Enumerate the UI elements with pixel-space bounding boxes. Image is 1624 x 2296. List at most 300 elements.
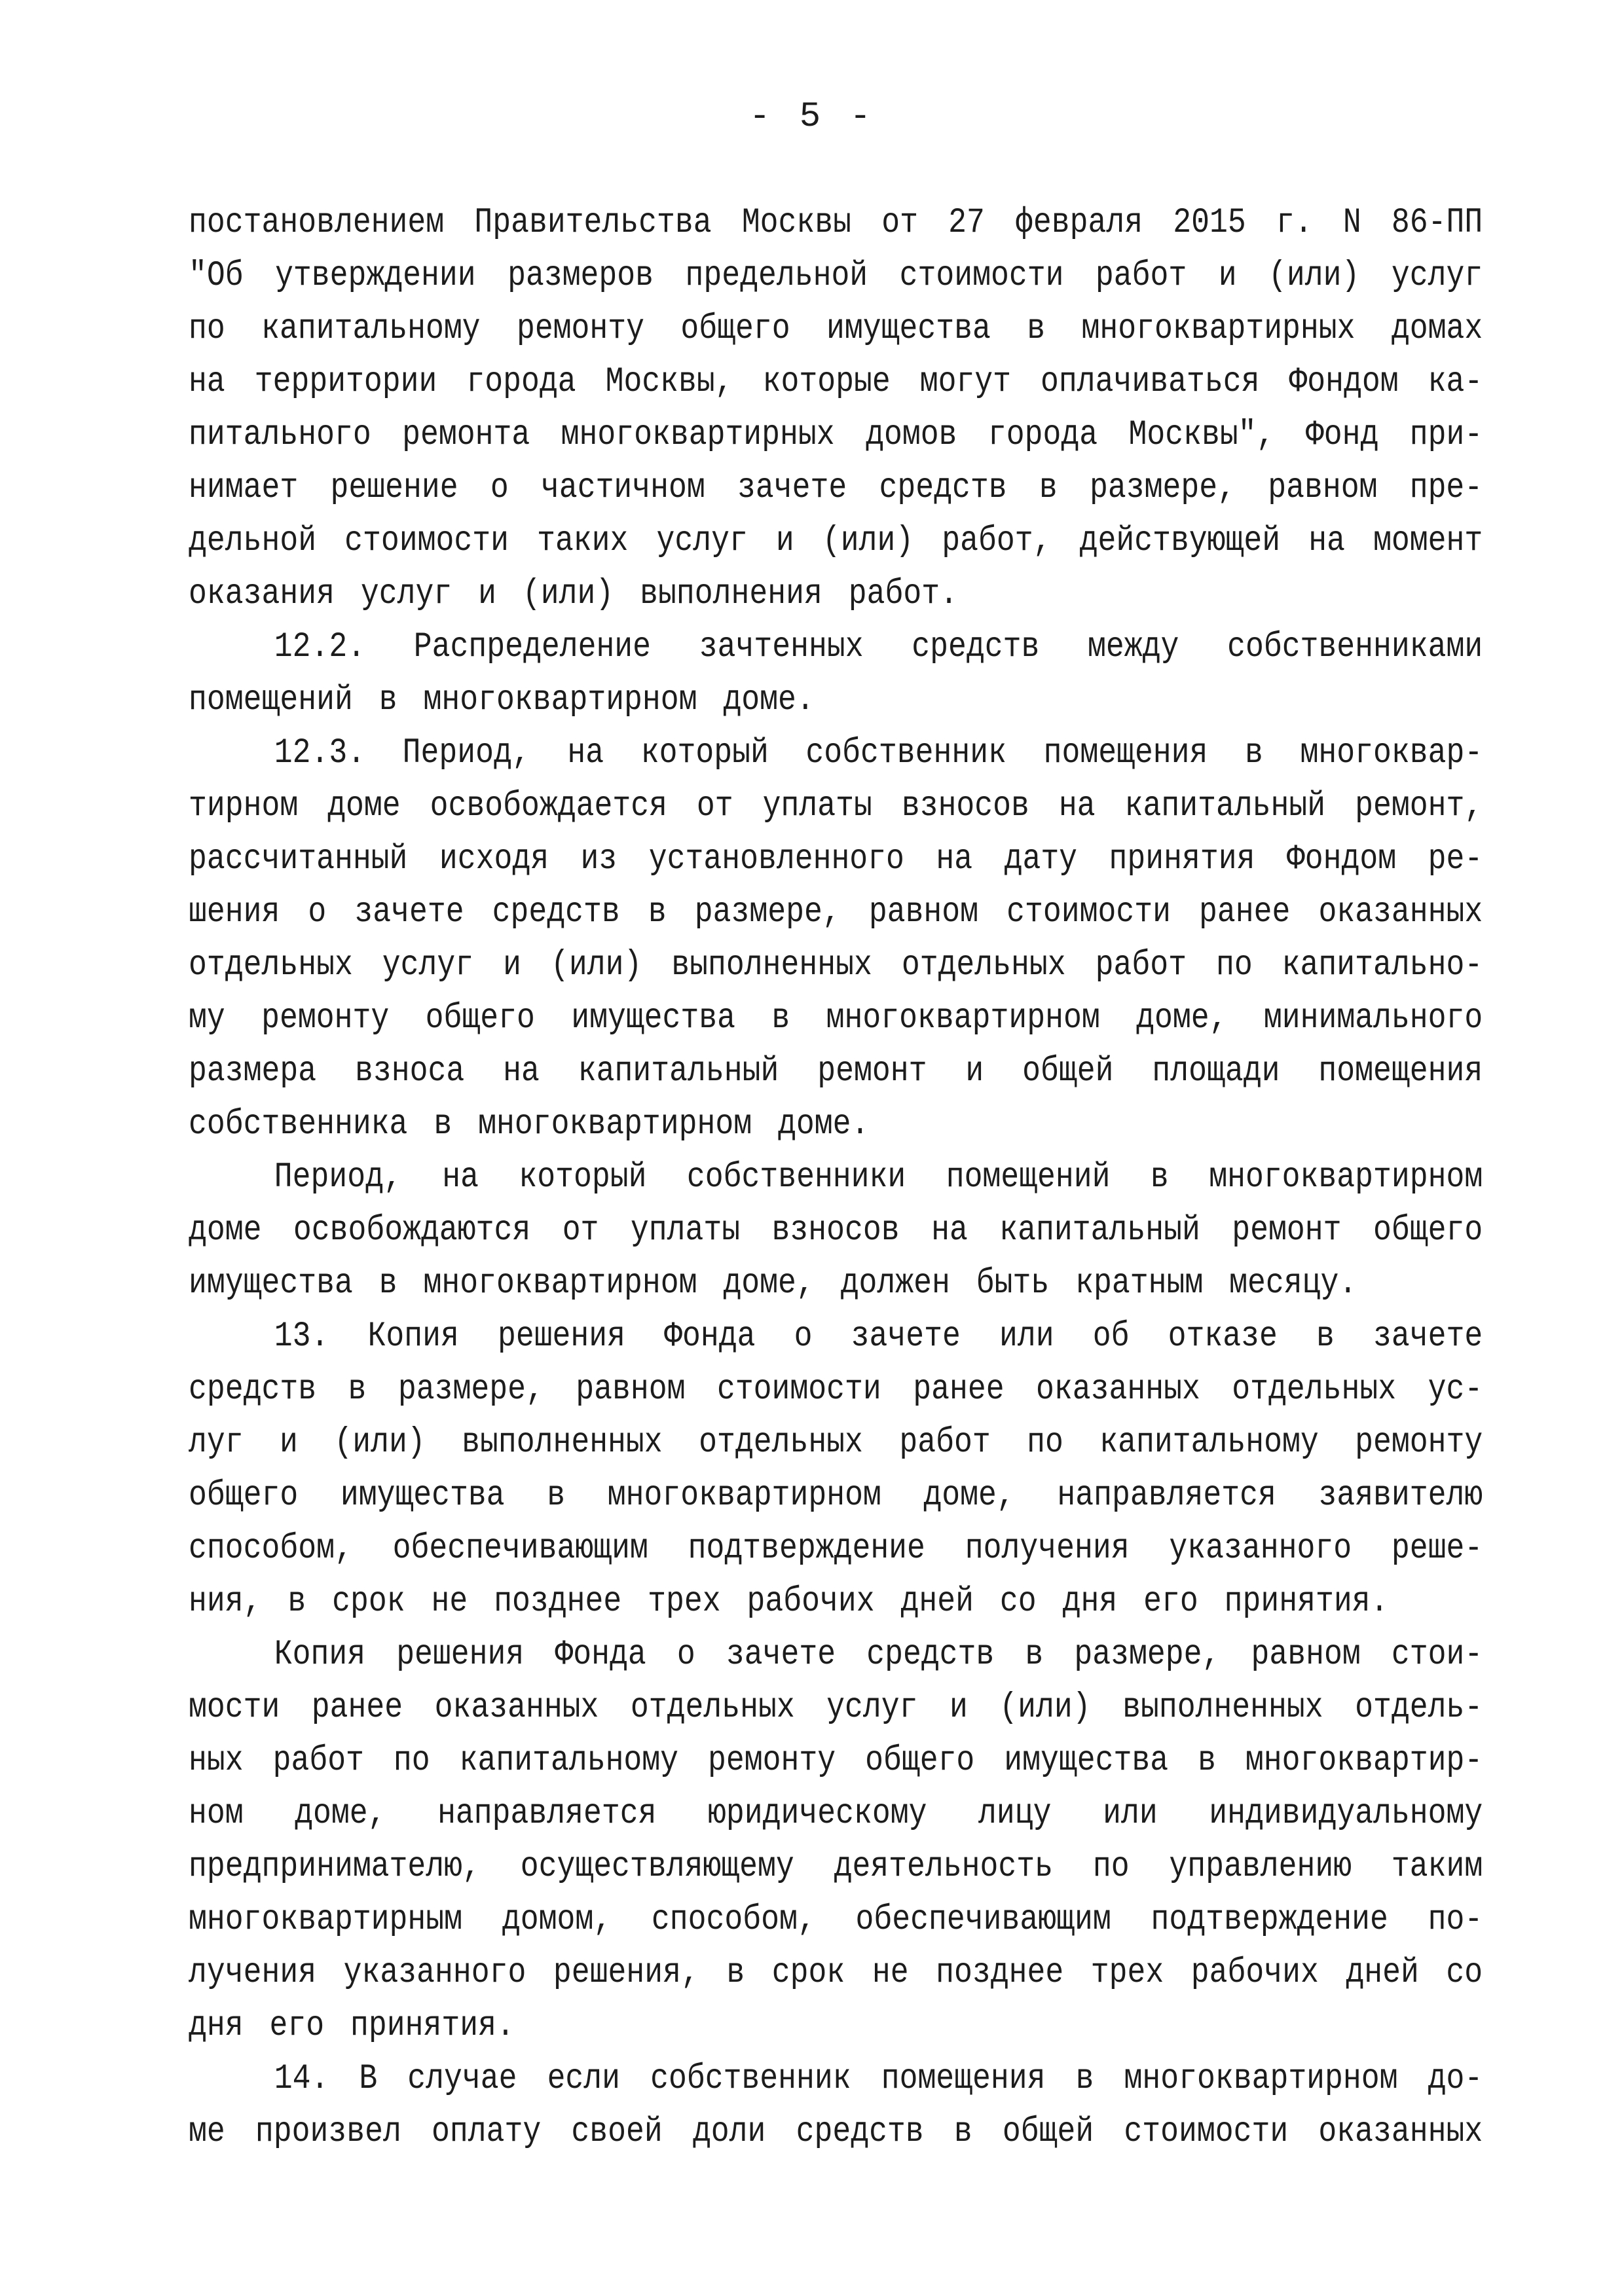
word: указанного xyxy=(1169,1529,1352,1569)
word: зачете xyxy=(726,1635,836,1675)
word: Период, xyxy=(274,1157,402,1197)
word: направляется xyxy=(1057,1476,1276,1516)
word: размера xyxy=(189,1051,317,1091)
word: ремонт xyxy=(1232,1211,1342,1250)
word: имущества xyxy=(826,309,991,349)
word: капитальный xyxy=(578,1051,779,1091)
word: исходя xyxy=(439,839,549,879)
word: доме xyxy=(189,1211,262,1250)
word: в xyxy=(648,892,667,932)
text-line xyxy=(189,1840,1483,1893)
word: способом, xyxy=(189,1529,353,1569)
word: до- xyxy=(1428,2059,1483,2099)
word: средств xyxy=(912,627,1040,667)
word: рассчитанный xyxy=(189,839,408,879)
text-line: ния, в срок не позднее трех рабочих дней со дня его принятия. xyxy=(189,1582,1389,1622)
word: решения xyxy=(396,1635,525,1675)
word: взносов xyxy=(901,786,1029,826)
word: произвел xyxy=(255,2112,401,2152)
word: ремонта xyxy=(402,415,530,455)
word: тирном xyxy=(189,786,299,826)
word: размеров xyxy=(507,256,654,296)
word: общей xyxy=(1022,1051,1114,1091)
text-line: оказания услуг и (или) выполнения работ. xyxy=(189,574,958,614)
word: 14. xyxy=(274,2059,329,2099)
word: нимает xyxy=(189,468,299,508)
word: и xyxy=(965,1051,984,1091)
word: зачете xyxy=(737,468,847,508)
word: выполненных xyxy=(671,945,872,985)
word: в xyxy=(726,1953,745,1993)
word: ре- xyxy=(1428,839,1483,879)
word: ранее xyxy=(1199,892,1291,932)
word: на xyxy=(1308,521,1345,561)
word: или xyxy=(999,1317,1054,1357)
word: домов xyxy=(866,415,957,455)
word: по xyxy=(189,309,225,349)
word: общего xyxy=(865,1741,975,1781)
word: февраля xyxy=(1015,203,1143,243)
word: своей xyxy=(571,2112,663,2152)
word: г. xyxy=(1276,203,1313,243)
word: капитально- xyxy=(1282,945,1483,985)
word: работ xyxy=(272,1741,364,1781)
text-line xyxy=(189,196,1483,249)
text-line xyxy=(189,1787,1483,1840)
word: если xyxy=(547,2059,621,2099)
word: управлению xyxy=(1169,1847,1352,1887)
word: отдельных xyxy=(1232,1370,1397,1410)
word: стоимости xyxy=(1006,892,1171,932)
text-line xyxy=(189,1416,1483,1469)
word: Москвы xyxy=(741,203,852,243)
word: ремонт, xyxy=(1355,786,1483,826)
word: стоимости xyxy=(899,256,1064,296)
word: в xyxy=(1027,309,1046,349)
word: мости xyxy=(189,1688,280,1728)
word: (или) xyxy=(822,521,914,561)
word: между xyxy=(1088,627,1179,667)
word: 13. xyxy=(274,1317,329,1357)
text-line xyxy=(189,727,1483,780)
text-line xyxy=(189,939,1483,992)
text-line xyxy=(189,1151,1483,1204)
word: и xyxy=(280,1423,298,1463)
word: работ xyxy=(1095,256,1187,296)
word: ном xyxy=(189,1794,244,1834)
word: доме, xyxy=(295,1794,386,1834)
word: отдельных xyxy=(189,945,353,985)
word: размере, xyxy=(694,892,841,932)
text-line xyxy=(189,2052,1483,2105)
word: собственник xyxy=(650,2059,851,2099)
word: 12.2. xyxy=(274,627,366,667)
word: решения, xyxy=(553,1953,699,1993)
word: капитальному xyxy=(1099,1423,1319,1463)
word: зачете xyxy=(851,1317,961,1357)
word: осуществляющему xyxy=(520,1847,794,1887)
word: ных xyxy=(189,1741,244,1781)
word: подтверждение xyxy=(688,1529,925,1569)
word: Фондом xyxy=(1289,362,1399,402)
word: минимального xyxy=(1263,998,1483,1038)
word: позднее xyxy=(936,1953,1064,1993)
word: или xyxy=(1103,1794,1158,1834)
word: общего xyxy=(1373,1211,1483,1250)
word: работ xyxy=(1095,945,1187,985)
word: Фондом xyxy=(1286,839,1397,879)
word: многоквартирных xyxy=(1081,309,1356,349)
word: многоквартир- xyxy=(1245,1741,1483,1781)
word: деятельность xyxy=(834,1847,1054,1887)
word: собственники xyxy=(686,1157,906,1197)
word: размере, xyxy=(1074,1635,1221,1675)
word: направляется xyxy=(437,1794,657,1834)
word: ремонту xyxy=(516,309,645,349)
word: решение xyxy=(330,468,458,508)
word: пре- xyxy=(1409,468,1483,508)
word: доли xyxy=(692,2112,766,2152)
text-line xyxy=(189,1522,1483,1575)
text-line xyxy=(189,886,1483,939)
word: Фонда xyxy=(664,1317,756,1357)
word: в xyxy=(1316,1317,1335,1357)
word: общей xyxy=(1002,2112,1094,2152)
word: об xyxy=(1092,1317,1130,1357)
word: "Об xyxy=(189,256,244,296)
word: таких xyxy=(537,521,629,561)
word: на xyxy=(1058,786,1096,826)
word: имущества xyxy=(340,1476,505,1516)
word: общего xyxy=(189,1476,299,1516)
word: В xyxy=(359,2059,378,2099)
word: по- xyxy=(1428,1900,1483,1940)
word: из xyxy=(580,839,618,879)
text-line xyxy=(189,355,1483,409)
text-line xyxy=(189,1946,1483,1999)
text-line xyxy=(189,302,1483,355)
word: доме, xyxy=(1136,998,1228,1038)
word: трех xyxy=(1090,1953,1164,1993)
word: доме xyxy=(327,786,401,826)
word: Правительства xyxy=(474,203,712,243)
word: Распределение xyxy=(413,627,652,667)
word: работ xyxy=(899,1423,991,1463)
word: обеспечивающим xyxy=(855,1900,1111,1940)
word: ранее xyxy=(311,1688,403,1728)
word: города xyxy=(987,415,1098,455)
word: помещений xyxy=(946,1157,1111,1197)
word: принятия xyxy=(1109,839,1255,879)
word: от xyxy=(696,786,733,826)
word: могут xyxy=(919,362,1012,402)
word: который xyxy=(519,1157,647,1197)
word: отдельных xyxy=(699,1423,863,1463)
word: лицу xyxy=(978,1794,1052,1834)
word: и xyxy=(1218,256,1237,296)
word: дельной xyxy=(189,521,317,561)
word: случае xyxy=(407,2059,517,2099)
word: ка- xyxy=(1428,362,1483,402)
word: многоквартирном xyxy=(1209,1157,1483,1197)
word: отдельных xyxy=(630,1688,795,1728)
word: оказанных xyxy=(434,1688,599,1728)
word: постановлением xyxy=(189,203,445,243)
word: услуг xyxy=(826,1688,918,1728)
word: (или) xyxy=(334,1423,426,1463)
word: средств xyxy=(866,1635,995,1675)
word: в xyxy=(547,1476,566,1516)
word: помещения xyxy=(1318,1051,1483,1091)
text-line xyxy=(189,1893,1483,1946)
word: многоквартирном xyxy=(1124,2059,1398,2099)
word: капитальный xyxy=(999,1211,1200,1250)
word: действующей xyxy=(1079,521,1281,561)
word: указанного xyxy=(343,1953,526,1993)
word: отдельных xyxy=(901,945,1066,985)
word: помещения xyxy=(881,2059,1046,2099)
word: Москвы, xyxy=(605,362,733,402)
word: в xyxy=(1075,2059,1094,2099)
word: домом, xyxy=(502,1900,612,1940)
word: и xyxy=(775,521,794,561)
word: 2015 xyxy=(1173,203,1246,243)
word: равном xyxy=(1251,1635,1361,1675)
word: на xyxy=(503,1051,540,1091)
word: 12.3. xyxy=(274,733,366,773)
page-number: - 5 - xyxy=(748,97,876,137)
word: шения xyxy=(189,892,280,932)
word: общего xyxy=(680,309,790,349)
word: оплачиваться xyxy=(1041,362,1260,402)
word: ме xyxy=(189,2112,225,2152)
word: уплаты xyxy=(630,1211,741,1250)
text-line xyxy=(189,1628,1483,1681)
word: момент xyxy=(1373,521,1483,561)
word: со xyxy=(1446,1953,1483,1993)
word: площади xyxy=(1152,1051,1280,1091)
word: срок xyxy=(771,1953,845,1993)
word: в xyxy=(953,2112,972,2152)
word: способом, xyxy=(651,1900,816,1940)
word: выполненных xyxy=(1122,1688,1323,1728)
text-line xyxy=(189,515,1483,568)
word: Период, xyxy=(402,733,530,773)
word: средств xyxy=(189,1370,317,1410)
word: утверждении xyxy=(275,256,476,296)
word: зачете xyxy=(1373,1317,1483,1357)
word: города xyxy=(466,362,576,402)
word: средств xyxy=(796,2112,924,2152)
word: при- xyxy=(1409,415,1483,455)
word: по xyxy=(1027,1423,1063,1463)
word: Копия xyxy=(274,1635,366,1675)
word: собственниками xyxy=(1227,627,1483,667)
word: предельной xyxy=(685,256,868,296)
word: многоквартирном xyxy=(826,998,1100,1038)
word: равном xyxy=(1268,468,1378,508)
word: зачете xyxy=(354,892,464,932)
text-line xyxy=(189,780,1483,833)
word: услуг xyxy=(1391,256,1483,296)
word: капитальному xyxy=(459,1741,679,1781)
word: взноса xyxy=(354,1051,465,1091)
word: оказанных xyxy=(1318,892,1483,932)
word: от xyxy=(562,1211,599,1250)
word: решения xyxy=(497,1317,626,1357)
word: и xyxy=(503,945,521,985)
word: отказе xyxy=(1168,1317,1278,1357)
text-line xyxy=(189,1310,1483,1363)
word: на xyxy=(189,362,225,402)
word: подтверждение xyxy=(1151,1900,1388,1940)
word: и xyxy=(949,1688,968,1728)
word: дней xyxy=(1346,1953,1419,1993)
word: таким xyxy=(1391,1847,1483,1887)
word: по xyxy=(1092,1847,1130,1887)
word: зачтенных xyxy=(699,627,864,667)
word: не xyxy=(872,1953,909,1993)
word: по xyxy=(1215,945,1253,985)
word: Копия xyxy=(367,1317,459,1357)
text-line xyxy=(189,249,1483,302)
document-body xyxy=(189,196,1483,2159)
word: Фонд xyxy=(1305,415,1379,455)
word: о xyxy=(676,1635,695,1675)
word: предпринимателю, xyxy=(189,1847,481,1887)
word: о xyxy=(794,1317,813,1357)
text-line xyxy=(189,1469,1483,1522)
word: средств xyxy=(492,892,620,932)
word: 27 xyxy=(948,203,985,243)
word: от xyxy=(881,203,918,243)
word: ремонту xyxy=(1355,1423,1483,1463)
word: капитальному xyxy=(261,309,481,349)
word: многоквартирном xyxy=(607,1476,881,1516)
word: (или) xyxy=(999,1688,1091,1728)
word: стоимости xyxy=(716,1370,881,1410)
word: N xyxy=(1342,203,1361,243)
text-line xyxy=(189,833,1483,886)
text-line: дня его принятия. xyxy=(189,2006,515,2046)
word: ус- xyxy=(1428,1370,1483,1410)
word: юридическому xyxy=(708,1794,927,1834)
word: (или) xyxy=(550,945,642,985)
word: общего xyxy=(425,998,535,1038)
text-line xyxy=(189,2105,1483,2159)
word: лучения xyxy=(189,1953,317,1993)
word: оказанных xyxy=(1318,2112,1483,2152)
word: установленного xyxy=(648,839,904,879)
word: стоимости xyxy=(344,521,509,561)
text-line xyxy=(189,1363,1483,1416)
word: капитальный xyxy=(1124,786,1326,826)
word: в xyxy=(1245,733,1263,773)
word: стои- xyxy=(1391,1635,1483,1675)
text-line: собственника в многоквартирном доме. xyxy=(189,1104,870,1144)
word: о xyxy=(490,468,509,508)
text-line xyxy=(189,621,1483,674)
word: освобождаются xyxy=(293,1211,531,1250)
word: (или) xyxy=(1268,256,1360,296)
word: домах xyxy=(1391,309,1483,349)
word: которые xyxy=(762,362,891,402)
word: обеспечивающим xyxy=(392,1529,648,1569)
word: на xyxy=(936,839,973,879)
word: территории xyxy=(254,362,437,402)
word: в xyxy=(1039,468,1058,508)
text-line xyxy=(189,462,1483,515)
word: заявителю xyxy=(1318,1476,1483,1516)
word: в xyxy=(348,1370,367,1410)
word: многоквартирным xyxy=(189,1900,463,1940)
word: средств xyxy=(879,468,1007,508)
word: ремонту xyxy=(261,998,390,1038)
word: многоквартирных xyxy=(561,415,835,455)
text-line: помещений в многоквартирном доме. xyxy=(189,680,815,720)
word: ремонту xyxy=(708,1741,836,1781)
word: имущества xyxy=(571,998,736,1038)
word: рабочих xyxy=(1190,1953,1319,1993)
word: частичном xyxy=(540,468,705,508)
word: оплату xyxy=(432,2112,542,2152)
word: работ, xyxy=(942,521,1052,561)
word: собственник xyxy=(805,733,1006,773)
word: получения xyxy=(965,1529,1130,1569)
word: на xyxy=(567,733,604,773)
word: доме, xyxy=(923,1476,1015,1516)
word: ранее xyxy=(913,1370,1005,1410)
word: равном xyxy=(868,892,979,932)
word: размере, xyxy=(397,1370,544,1410)
word: реше- xyxy=(1391,1529,1483,1569)
text-line xyxy=(189,1681,1483,1734)
word: о xyxy=(308,892,327,932)
word: в xyxy=(771,998,790,1038)
word: освобождается xyxy=(430,786,667,826)
word: размере, xyxy=(1090,468,1236,508)
word: равном xyxy=(576,1370,686,1410)
text-line xyxy=(189,1204,1483,1257)
word: на xyxy=(931,1211,968,1250)
word: отдель- xyxy=(1355,1688,1483,1728)
word: ремонт xyxy=(817,1051,927,1091)
word: Москвы", xyxy=(1128,415,1275,455)
word: на xyxy=(442,1157,479,1197)
word: услуг xyxy=(382,945,474,985)
word: дату xyxy=(1004,839,1078,879)
word: взносов xyxy=(771,1211,900,1250)
word: оказанных xyxy=(1036,1370,1200,1410)
word: в xyxy=(1150,1157,1169,1197)
word: питального xyxy=(189,415,371,455)
word: индивидуальному xyxy=(1209,1794,1483,1834)
text-line xyxy=(189,1734,1483,1787)
word: имущества xyxy=(1004,1741,1169,1781)
word: луг xyxy=(189,1423,244,1463)
text-line: имущества в многоквартирном доме, должен быть кратным месяцу. xyxy=(189,1264,1357,1303)
word: уплаты xyxy=(762,786,872,826)
text-line xyxy=(189,409,1483,462)
word: стоимости xyxy=(1124,2112,1289,2152)
word: многоквар- xyxy=(1300,733,1483,773)
text-line xyxy=(189,992,1483,1045)
word: в xyxy=(1025,1635,1044,1675)
word: 86-ПП xyxy=(1391,203,1483,243)
word: помещения xyxy=(1043,733,1208,773)
word: Фонда xyxy=(555,1635,646,1675)
text-line xyxy=(189,1045,1483,1098)
